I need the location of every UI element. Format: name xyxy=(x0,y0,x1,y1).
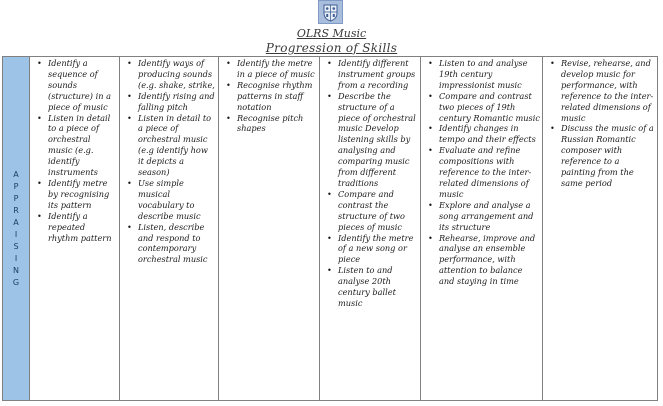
row-header-letter: A xyxy=(13,169,19,179)
skills-table xyxy=(2,56,658,401)
skill-item: • Identify rising and falling pitch xyxy=(138,91,216,113)
skill-item: • Identify changes in tempo and their effects xyxy=(439,123,540,145)
skill-item: • Compare and contrast the structure of two pieces of music xyxy=(338,189,418,233)
skill-item: • Listen, describe and respond to contemporary orchestral music xyxy=(138,222,216,266)
row-header-label xyxy=(13,169,19,289)
school-crest-icon xyxy=(318,0,343,24)
skill-item: • Describe the structure of a piece of orchestral music Develop listening skills by analysing and comparing music from different traditions xyxy=(338,91,418,189)
skill-item: • Recognise pitch shapes xyxy=(237,113,317,135)
skills-column-4 xyxy=(320,57,421,400)
row-header-letter: A xyxy=(13,217,19,227)
skill-item: • Identify ways of producing sounds (e.g. shake, strike, xyxy=(138,58,216,91)
row-header-letter: I xyxy=(14,253,18,263)
skill-item: • Listen to and analyse 19th century impressionist music xyxy=(439,58,540,91)
skill-item: • Identify a sequence of sounds (structure) in a piece of music xyxy=(48,58,117,113)
skills-column-2 xyxy=(120,57,219,400)
row-header-letter: R xyxy=(13,205,19,215)
page-subtitle: Progression of Skills xyxy=(265,41,398,55)
skills-column-1 xyxy=(30,57,120,400)
skill-item: • Listen in detail to a piece of orchestral music (e.g identify how it depicts a season) xyxy=(138,113,216,178)
row-header-letter: P xyxy=(13,193,19,203)
skill-item: • Listen in detail to a piece of orchestral music (e.g. identify instruments xyxy=(48,113,117,178)
page-title: OLRS Music xyxy=(296,27,367,40)
skill-item: • Identify the metre of a new song or piece xyxy=(338,233,418,266)
skill-item: • Recognise rhythm patterns in staff notation xyxy=(237,80,317,113)
skill-item: • Revise, rehearse, and develop music for performance, with reference to the inter-related dimensions of music xyxy=(561,58,656,123)
skill-item: • Evaluate and refine compositions with reference to the inter-related dimensions of music xyxy=(439,145,540,200)
skill-item: • Explore and analyse a song arrangement and its structure xyxy=(439,200,540,233)
skill-item: • Identify the metre in a piece of music xyxy=(237,58,317,80)
row-header-letter: I xyxy=(14,229,18,239)
skills-column-3 xyxy=(219,57,320,400)
skill-item: • Listen to and analyse 20th century ballet music xyxy=(338,265,418,309)
skill-item: • Rehearse, improve and analyse an ensemble performance, with attention to balance and staying in time xyxy=(439,233,540,288)
skills-column-5 xyxy=(421,57,543,400)
skill-item: • Use simple musical vocabulary to describe music xyxy=(138,178,216,222)
skill-item: • Identify different instrument groups from a recording xyxy=(338,58,418,91)
row-header-letter: S xyxy=(13,241,19,251)
row-header-letter: P xyxy=(13,181,19,191)
skill-item: • Identify a repeated rhythm pattern xyxy=(48,211,117,244)
skill-item: • Discuss the music of a Russian Romantic composer with reference to a painting from the same period xyxy=(561,123,656,188)
row-header-letter: G xyxy=(12,277,20,287)
row-header-appraising xyxy=(3,57,30,400)
skills-column-6 xyxy=(543,57,658,400)
skill-item: • Identify metre by recognising its pattern xyxy=(48,178,117,211)
skill-item: • Compare and contrast two pieces of 19th century Romantic music xyxy=(439,91,540,124)
row-header-letter: N xyxy=(13,265,19,275)
